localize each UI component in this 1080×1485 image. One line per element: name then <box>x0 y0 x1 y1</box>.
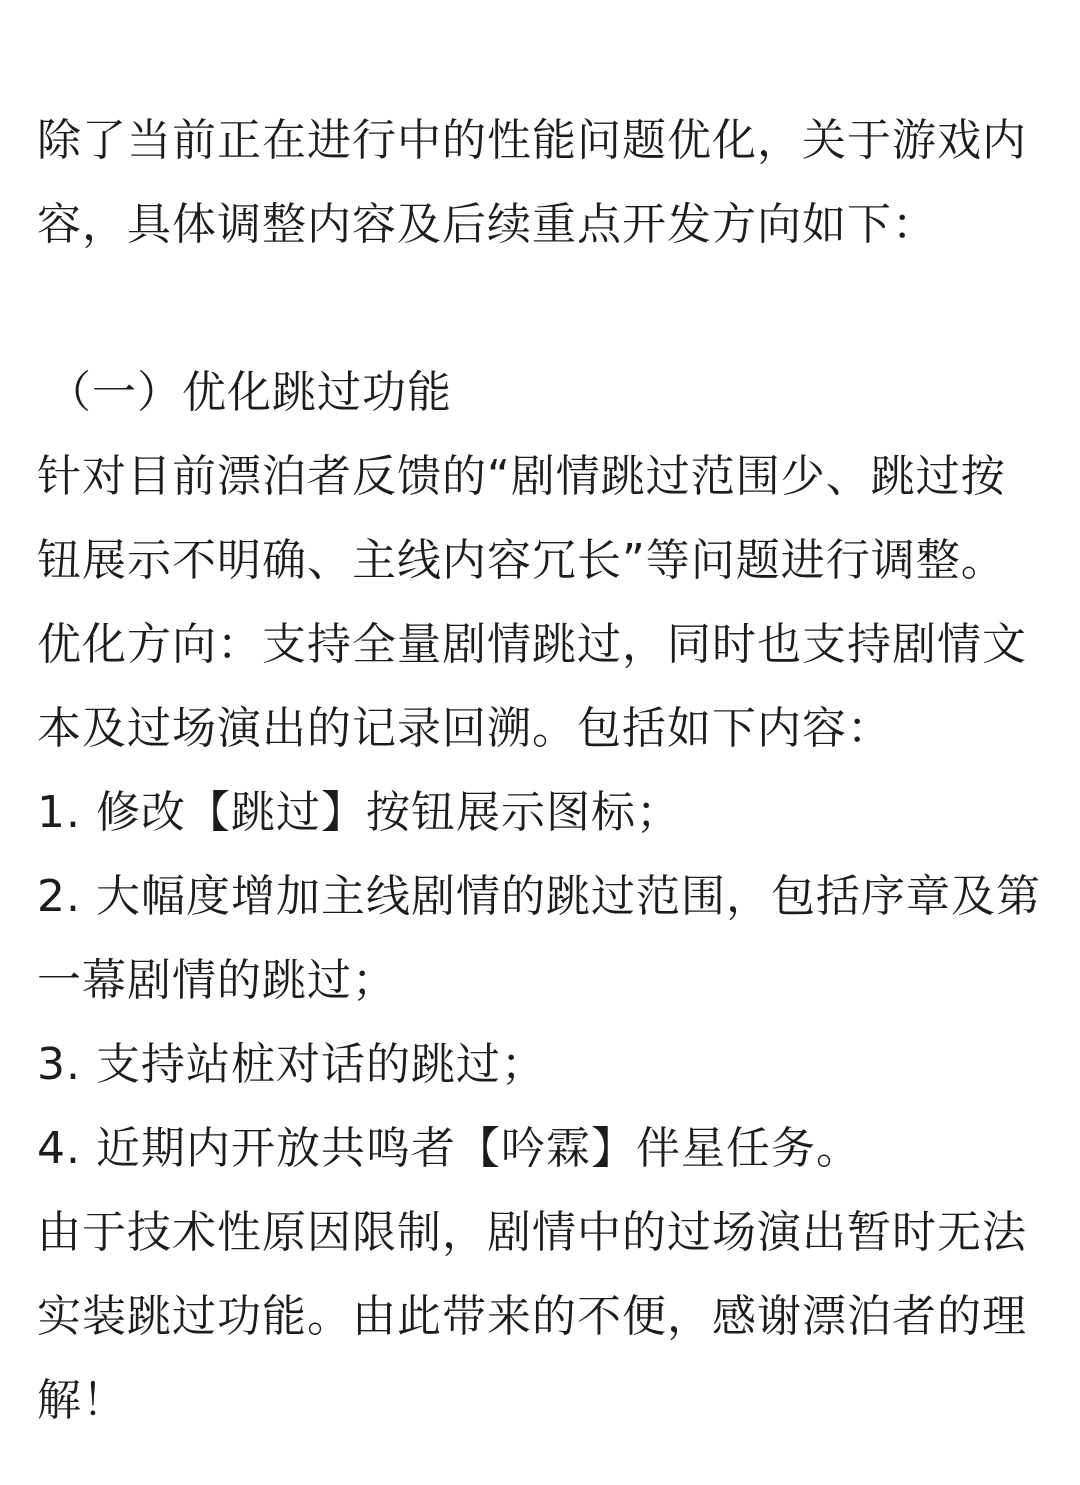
list-item: 2. 大幅度增加主线剧情的跳过范围，包括序章及第一幕剧情的跳过； <box>37 871 1041 1006</box>
direction-paragraph: 优化方向：支持全量剧情跳过，同时也支持剧情文本及过场演出的记录回溯。包括如下内容： <box>37 619 1027 754</box>
closing-paragraph: 由于技术性原因限制，剧情中的过场演出暂时无法实装跳过功能。由此带来的不便，感谢漂泊者的理解！ <box>37 1207 1027 1426</box>
announcement-body <box>37 99 1047 1443</box>
section-heading: （一）优化跳过功能 <box>47 367 452 418</box>
feedback-paragraph: 针对目前漂泊者反馈的“剧情跳过范围少、跳过按钮展示不明确、主线内容冗长”等问题进行调整。 <box>37 451 1006 586</box>
intro-paragraph: 除了当前正在进行中的性能问题优化，关于游戏内容，具体调整内容及后续重点开发方向如下： <box>37 115 1027 250</box>
list-item: 1. 修改【跳过】按钮展示图标； <box>37 787 681 838</box>
list-item: 3. 支持站桩对话的跳过； <box>37 1039 546 1090</box>
list-item: 4. 近期内开放共鸣者【吟霖】伴星任务。 <box>37 1123 861 1174</box>
spacer <box>37 267 1047 351</box>
